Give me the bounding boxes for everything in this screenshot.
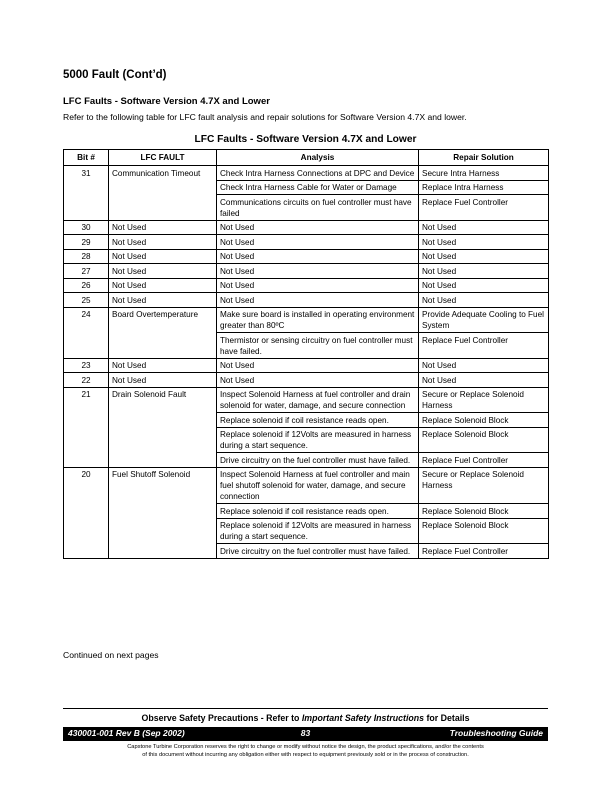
- analysis-cell: Check Intra Harness Connections at DPC and Device: [217, 166, 419, 181]
- footer-safety-notice: [63, 713, 548, 723]
- analysis-cell: Replace solenoid if coil resistance reads open.: [217, 504, 419, 519]
- legal-line-1: Capstone Turbine Corporation reserves the right to change or modify without notice the design, the product specifications, and/or the contents: [127, 744, 484, 750]
- table-row: [64, 278, 549, 293]
- fault-cell: Not Used: [109, 235, 217, 250]
- table-row: [64, 264, 549, 279]
- legal-line-2: of this document without incurring any obligation either with respect to equipment previously sold or in the process of construction.: [142, 751, 469, 758]
- header-solution: Repair Solution: [419, 150, 549, 166]
- page-number: 83: [300, 728, 311, 738]
- header-fault: LFC FAULT: [109, 150, 217, 166]
- fault-cell: Not Used: [109, 293, 217, 308]
- solution-cell: Replace Fuel Controller: [419, 333, 549, 359]
- fault-cell: Drain Solenoid Fault: [109, 387, 217, 467]
- solution-cell: Not Used: [419, 293, 549, 308]
- table-row: [64, 358, 549, 373]
- analysis-cell: Communications circuits on fuel controller must have failed: [217, 195, 419, 221]
- bit-cell: 20: [64, 467, 109, 558]
- analysis-cell: Replace solenoid if coil resistance reads open.: [217, 413, 419, 428]
- analysis-cell: Not Used: [217, 293, 419, 308]
- table-row: [64, 373, 549, 388]
- table-row: [64, 235, 549, 250]
- safety-text-start: Observe Safety Precautions - Refer to: [141, 713, 302, 723]
- fault-cell: Communication Timeout: [109, 166, 217, 221]
- bit-cell: 27: [64, 264, 109, 279]
- analysis-cell: Not Used: [217, 264, 419, 279]
- analysis-cell: Inspect Solenoid Harness at fuel controller and drain solenoid for water, damage, and secure connection: [217, 387, 419, 413]
- fault-cell: Not Used: [109, 373, 217, 388]
- solution-cell: Not Used: [419, 373, 549, 388]
- fault-cell: Not Used: [109, 278, 217, 293]
- fault-cell: Fuel Shutoff Solenoid: [109, 467, 217, 558]
- analysis-cell: Drive circuitry on the fuel controller must have failed.: [217, 544, 419, 559]
- table-row: [64, 220, 549, 235]
- solution-cell: Replace Solenoid Block: [419, 413, 549, 428]
- bit-cell: 21: [64, 387, 109, 467]
- bit-cell: 31: [64, 166, 109, 221]
- intro-paragraph: Refer to the following table for LFC fault analysis and repair solutions for Software Version 4.7X and lower.: [63, 112, 467, 122]
- analysis-cell: Not Used: [217, 373, 419, 388]
- solution-cell: Replace Solenoid Block: [419, 518, 549, 544]
- solution-cell: Not Used: [419, 264, 549, 279]
- subsection-title: LFC Faults - Software Version 4.7X and Lower: [63, 96, 270, 107]
- solution-cell: Secure Intra Harness: [419, 166, 549, 181]
- bit-cell: 26: [64, 278, 109, 293]
- solution-cell: Replace Fuel Controller: [419, 453, 549, 468]
- table-row: [64, 293, 549, 308]
- solution-cell: Not Used: [419, 220, 549, 235]
- legal-notice: [63, 744, 548, 759]
- solution-cell: Replace Fuel Controller: [419, 195, 549, 221]
- footer-divider: [63, 708, 548, 709]
- solution-cell: Not Used: [419, 235, 549, 250]
- section-title: 5000 Fault (Cont’d): [63, 69, 167, 81]
- bit-cell: 28: [64, 249, 109, 264]
- lfc-faults-table: [63, 149, 549, 559]
- solution-cell: Provide Adequate Cooling to Fuel System: [419, 307, 549, 333]
- table-header-row: [64, 150, 549, 166]
- header-bit: Bit #: [64, 150, 109, 166]
- header-analysis: Analysis: [217, 150, 419, 166]
- solution-cell: Not Used: [419, 249, 549, 264]
- analysis-cell: Not Used: [217, 278, 419, 293]
- fault-cell: Board Overtemperature: [109, 307, 217, 358]
- bit-cell: 30: [64, 220, 109, 235]
- solution-cell: Not Used: [419, 358, 549, 373]
- table-row: [64, 307, 549, 333]
- safety-instructions-reference: Important Safety Instructions: [301, 713, 425, 723]
- solution-cell: Secure or Replace Solenoid Harness: [419, 387, 549, 413]
- solution-cell: Not Used: [419, 278, 549, 293]
- guide-title: Troubleshooting Guide: [449, 728, 543, 738]
- analysis-cell: Not Used: [217, 220, 419, 235]
- solution-cell: Replace Solenoid Block: [419, 427, 549, 453]
- table-row: [64, 387, 549, 413]
- analysis-cell: Check Intra Harness Cable for Water or Damage: [217, 180, 419, 195]
- bit-cell: 24: [64, 307, 109, 358]
- analysis-cell: Not Used: [217, 249, 419, 264]
- bit-cell: 25: [64, 293, 109, 308]
- table-row: [64, 249, 549, 264]
- solution-cell: Replace Solenoid Block: [419, 504, 549, 519]
- solution-cell: Replace Intra Harness: [419, 180, 549, 195]
- table-caption: LFC Faults - Software Version 4.7X and Lower: [194, 134, 417, 145]
- solution-cell: Secure or Replace Solenoid Harness: [419, 467, 549, 504]
- fault-cell: Not Used: [109, 249, 217, 264]
- analysis-cell: Make sure board is installed in operating environment greater than 80ºC: [217, 307, 419, 333]
- solution-cell: Replace Fuel Controller: [419, 544, 549, 559]
- fault-cell: Not Used: [109, 264, 217, 279]
- fault-cell: Not Used: [109, 220, 217, 235]
- analysis-cell: Thermistor or sensing circuitry on fuel controller must have failed.: [217, 333, 419, 359]
- footer-bar: [63, 727, 548, 741]
- bit-cell: 23: [64, 358, 109, 373]
- table-row: [64, 467, 549, 504]
- bit-cell: 29: [64, 235, 109, 250]
- table-row: [64, 166, 549, 181]
- analysis-cell: Drive circuitry on the fuel controller must have failed.: [217, 453, 419, 468]
- analysis-cell: Not Used: [217, 235, 419, 250]
- continued-note: Continued on next pages: [63, 650, 159, 660]
- document-id: 430001-001 Rev B (Sep 2002): [68, 728, 185, 738]
- analysis-cell: Replace solenoid if 12Volts are measured in harness during a start sequence.: [217, 427, 419, 453]
- fault-cell: Not Used: [109, 358, 217, 373]
- safety-text-end: for Details: [424, 713, 470, 723]
- bit-cell: 22: [64, 373, 109, 388]
- analysis-cell: Not Used: [217, 358, 419, 373]
- analysis-cell: Replace solenoid if 12Volts are measured in harness during a start sequence.: [217, 518, 419, 544]
- analysis-cell: Inspect Solenoid Harness at fuel controller and main fuel shutoff solenoid for water, damage, and secure connection: [217, 467, 419, 504]
